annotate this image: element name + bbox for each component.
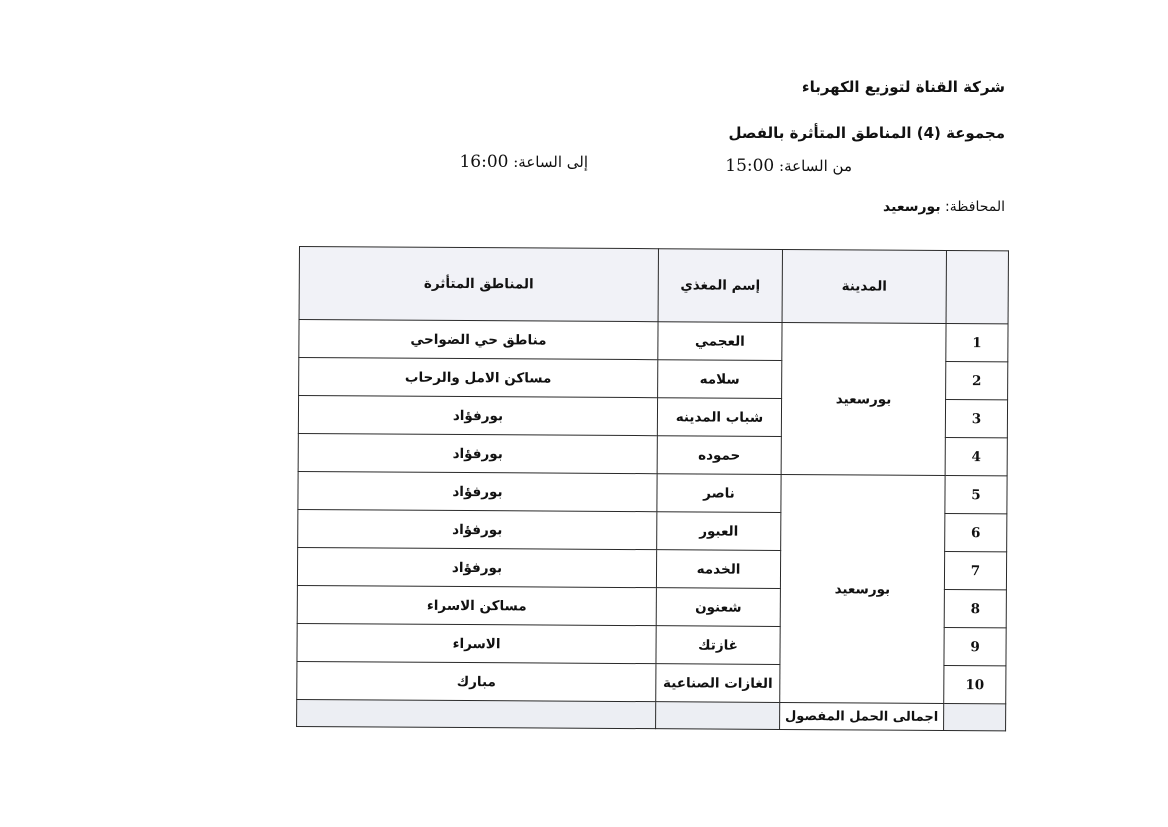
row-number: 4 xyxy=(945,437,1007,475)
feeder-name: غازتك xyxy=(656,626,780,665)
total-value-cell xyxy=(297,699,656,728)
feeder-name: العجمي xyxy=(658,322,782,361)
to-label: إلى الساعة: xyxy=(513,153,588,171)
row-number: 1 xyxy=(946,323,1008,361)
col-areas-header: المناطق المتأثرة xyxy=(299,247,658,322)
affected-area: بورفؤاد xyxy=(298,509,657,549)
col-feeder-header: إسم المغذي xyxy=(658,249,782,323)
affected-area: الاسراء xyxy=(297,623,656,663)
row-number: 5 xyxy=(945,475,1007,513)
affected-area: بورفؤاد xyxy=(298,433,657,473)
to-time: 16:00 xyxy=(459,152,509,172)
from-label: من الساعة: xyxy=(779,157,852,175)
feeder-name: ناصر xyxy=(657,474,781,513)
feeder-name: العبور xyxy=(657,512,781,551)
time-from xyxy=(725,156,852,176)
affected-areas-table xyxy=(296,246,1009,731)
city-cell: بورسعيد xyxy=(780,474,945,703)
total-number-cell xyxy=(944,703,1006,730)
table-row xyxy=(299,320,1008,362)
affected-area: مساكن الامل والرحاب xyxy=(299,358,658,398)
row-number: 8 xyxy=(944,589,1006,627)
feeder-name: الغازات الصناعية xyxy=(656,664,780,703)
feeder-name: الخدمه xyxy=(656,550,780,589)
total-row xyxy=(297,699,1006,730)
governorate-value: بورسعيد xyxy=(883,199,941,215)
row-number: 2 xyxy=(946,361,1008,399)
affected-area: بورفؤاد xyxy=(298,396,657,436)
row-number: 3 xyxy=(945,399,1007,437)
city-cell: بورسعيد xyxy=(781,322,946,475)
from-time: 15:00 xyxy=(725,156,775,176)
feeder-name: شعنون xyxy=(656,588,780,627)
company-name: شركة القناة لتوزيع الكهرباء xyxy=(801,78,1005,96)
affected-area: مناطق حي الضواحي xyxy=(299,320,658,360)
feeder-name: حموده xyxy=(657,436,781,475)
affected-area: مساكن الاسراء xyxy=(297,585,656,625)
table-row xyxy=(298,471,1007,513)
affected-area: بورفؤاد xyxy=(298,471,657,511)
col-city-header: المدينة xyxy=(782,249,946,323)
feeder-name: سلامه xyxy=(658,360,782,399)
row-number: 7 xyxy=(944,551,1006,589)
row-number: 9 xyxy=(944,627,1006,665)
total-label: اجمالى الحمل المفصول xyxy=(780,702,944,730)
group-title: مجموعة (4) المناطق المتأثرة بالفصل xyxy=(728,124,1005,142)
governorate xyxy=(883,199,1005,215)
affected-area: بورفؤاد xyxy=(297,547,656,587)
feeder-name: شباب المدينه xyxy=(657,398,781,437)
row-number: 10 xyxy=(944,665,1006,703)
time-to xyxy=(459,152,588,172)
affected-area: مبارك xyxy=(297,661,656,701)
table-header-row xyxy=(299,247,1008,324)
governorate-label: المحافظة: xyxy=(945,199,1005,215)
col-number-header xyxy=(946,250,1008,323)
total-feeder-cell xyxy=(656,702,780,730)
row-number: 6 xyxy=(945,513,1007,551)
